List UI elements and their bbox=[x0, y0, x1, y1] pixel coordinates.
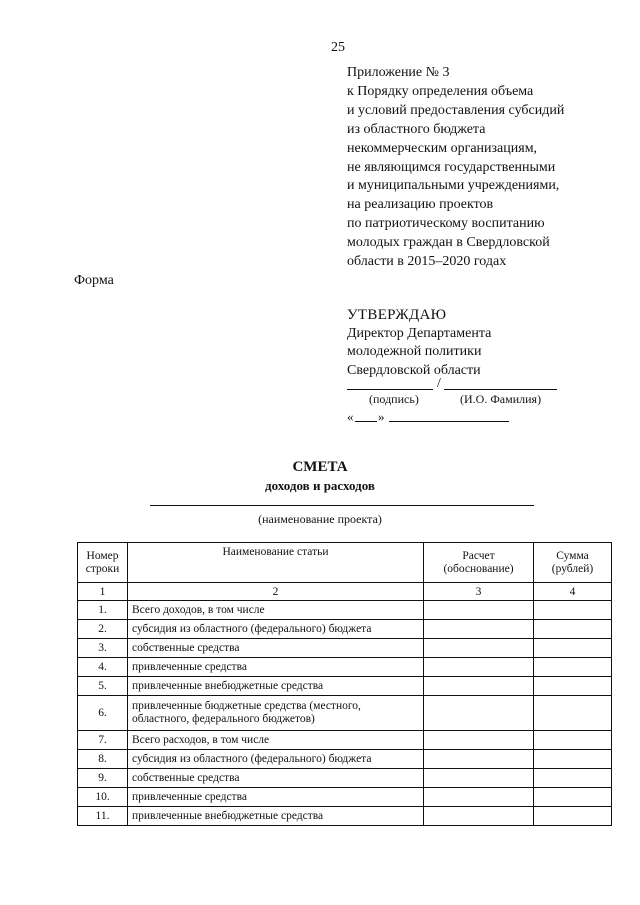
approval-block bbox=[347, 306, 491, 380]
table-row bbox=[78, 658, 612, 677]
signature-slash: / bbox=[437, 376, 441, 391]
calculation-cell[interactable] bbox=[424, 769, 534, 788]
calculation-cell[interactable] bbox=[424, 677, 534, 696]
table-row bbox=[78, 731, 612, 750]
document-subtitle: доходов и расходов bbox=[265, 478, 375, 493]
row-number: 8. bbox=[78, 750, 128, 769]
appendix-line: некоммерческим организациям, bbox=[347, 140, 538, 156]
header-text: строки bbox=[85, 562, 120, 575]
table-row bbox=[78, 788, 612, 807]
column-number: 4 bbox=[534, 583, 612, 601]
appendix-line: Приложение № 3 bbox=[347, 65, 450, 80]
project-name-caption: (наименование проекта) bbox=[258, 512, 382, 526]
project-name-line[interactable] bbox=[150, 505, 534, 506]
appendix-line: из областного бюджета bbox=[347, 121, 486, 137]
name-caption: (И.О. Фамилия) bbox=[460, 392, 542, 406]
row-number: 3. bbox=[78, 639, 128, 658]
row-name-line: привлеченные бюджетные средства (местного, bbox=[132, 700, 361, 712]
appendix-line: не являющимся государственными bbox=[347, 159, 556, 175]
amount-cell[interactable] bbox=[534, 769, 612, 788]
appendix-line: области в 2015–2020 годах bbox=[347, 254, 507, 270]
row-name: привлеченные внебюджетные средства bbox=[128, 807, 424, 826]
calculation-cell[interactable] bbox=[424, 696, 534, 731]
appendix-line: и условий предоставления субсидий bbox=[347, 102, 565, 118]
appendix-header bbox=[347, 64, 564, 272]
amount-cell[interactable] bbox=[534, 658, 612, 677]
signature-block bbox=[347, 378, 562, 428]
appendix-line: молодых граждан в Свердловской bbox=[347, 235, 550, 251]
calculation-cell[interactable] bbox=[424, 788, 534, 807]
calculation-cell[interactable] bbox=[424, 639, 534, 658]
approval-line: Директор Департамента bbox=[347, 325, 492, 341]
amount-cell[interactable] bbox=[534, 696, 612, 731]
header-text: Номер bbox=[86, 549, 119, 562]
appendix-line: по патриотическому воспитанию bbox=[347, 216, 545, 232]
amount-cell[interactable] bbox=[534, 601, 612, 620]
table-row bbox=[78, 807, 612, 826]
calculation-cell[interactable] bbox=[424, 620, 534, 639]
signature-caption: (подпись) bbox=[369, 392, 419, 406]
row-name-line: областного, федерального бюджетов) bbox=[132, 713, 315, 725]
amount-cell[interactable] bbox=[534, 677, 612, 696]
table-row bbox=[78, 750, 612, 769]
date-day-line[interactable] bbox=[355, 421, 377, 422]
row-name bbox=[128, 696, 424, 731]
row-name: привлеченные внебюджетные средства bbox=[128, 677, 424, 696]
amount-cell[interactable] bbox=[534, 750, 612, 769]
signature-line[interactable] bbox=[347, 389, 433, 390]
budget-table bbox=[77, 542, 612, 826]
amount-cell[interactable] bbox=[534, 731, 612, 750]
header-text: (рублей) bbox=[551, 562, 594, 575]
appendix-line: на реализацию проектов bbox=[347, 197, 494, 213]
row-number: 7. bbox=[78, 731, 128, 750]
row-number: 6. bbox=[78, 696, 128, 731]
row-name: собственные средства bbox=[128, 639, 424, 658]
row-name: субсидия из областного (федерального) бюджета bbox=[128, 620, 424, 639]
header-text: Расчет bbox=[462, 549, 495, 562]
row-number: 9. bbox=[78, 769, 128, 788]
row-name: Всего доходов, в том числе bbox=[128, 601, 424, 620]
form-label: Форма bbox=[74, 273, 114, 288]
column-number: 2 bbox=[128, 583, 424, 601]
row-number: 1. bbox=[78, 601, 128, 620]
table-row bbox=[78, 620, 612, 639]
column-number-row bbox=[78, 583, 612, 601]
date-close-quote: » bbox=[378, 409, 385, 424]
table-row bbox=[78, 769, 612, 788]
table-row bbox=[78, 601, 612, 620]
row-number: 11. bbox=[78, 807, 128, 826]
header-text: Наименование статьи bbox=[222, 546, 329, 558]
header-text: Сумма bbox=[556, 549, 589, 562]
calculation-cell[interactable] bbox=[424, 750, 534, 769]
row-number: 4. bbox=[78, 658, 128, 677]
table-row bbox=[78, 639, 612, 658]
amount-cell[interactable] bbox=[534, 807, 612, 826]
calculation-cell[interactable] bbox=[424, 731, 534, 750]
table-row bbox=[78, 677, 612, 696]
amount-cell[interactable] bbox=[534, 788, 612, 807]
header-item-name bbox=[128, 543, 424, 583]
row-name: собственные средства bbox=[128, 769, 424, 788]
header-amount bbox=[534, 543, 612, 583]
amount-cell[interactable] bbox=[534, 620, 612, 639]
row-number: 2. bbox=[78, 620, 128, 639]
document-title: СМЕТА bbox=[292, 459, 348, 475]
row-number: 5. bbox=[78, 677, 128, 696]
row-number: 10. bbox=[78, 788, 128, 807]
name-line[interactable] bbox=[444, 389, 557, 390]
approval-line: Свердловской области bbox=[347, 362, 481, 378]
row-name: субсидия из областного (федерального) бюджета bbox=[128, 750, 424, 769]
table-header-row bbox=[78, 543, 612, 583]
date-open-quote: « bbox=[347, 409, 354, 424]
header-calculation bbox=[424, 543, 534, 583]
table-row bbox=[78, 696, 612, 731]
approval-heading: УТВЕРЖДАЮ bbox=[347, 307, 447, 323]
appendix-line: и муниципальными учреждениями, bbox=[347, 178, 560, 194]
row-name: привлеченные средства bbox=[128, 658, 424, 677]
column-number: 1 bbox=[78, 583, 128, 601]
calculation-cell[interactable] bbox=[424, 601, 534, 620]
appendix-line: к Порядку определения объема bbox=[347, 83, 534, 99]
row-name: привлеченные средства bbox=[128, 788, 424, 807]
amount-cell[interactable] bbox=[534, 639, 612, 658]
header-row-number bbox=[78, 543, 128, 583]
approval-line: молодежной политики bbox=[347, 344, 482, 359]
page-number: 25 bbox=[331, 40, 345, 55]
date-month-line[interactable] bbox=[389, 421, 509, 422]
header-text: (обоснование) bbox=[443, 562, 514, 575]
calculation-cell[interactable] bbox=[424, 658, 534, 677]
calculation-cell[interactable] bbox=[424, 807, 534, 826]
row-name: Всего расходов, в том числе bbox=[128, 731, 424, 750]
column-number: 3 bbox=[424, 583, 534, 601]
